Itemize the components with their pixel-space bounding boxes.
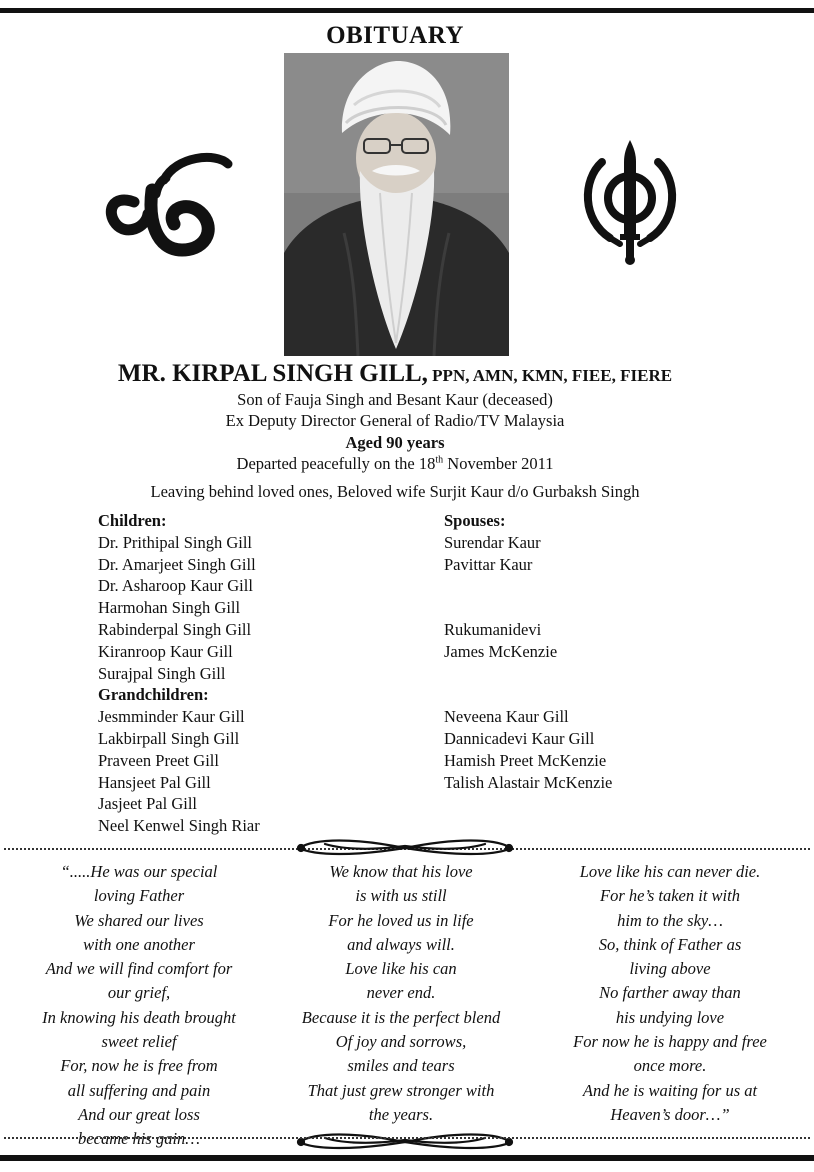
poem-line: him to the sky… [617,910,723,930]
deceased-honours: PPN, AMN, KMN, FIEE, FIERE [427,366,673,385]
poem-line: For, now he is free from [60,1056,218,1076]
family-spacer [444,575,774,597]
poem-line: smiles and tears [347,1056,455,1076]
poem-line: Love like his can [345,959,457,979]
poem-line: Because it is the perfect blend [301,1007,501,1027]
family-member: Kiranroop Kaur Gill [98,641,233,661]
poem-line: And our great loss [78,1104,200,1124]
family-member: Hansjeet Pal Gill [98,772,211,792]
deceased-name [0,360,790,388]
poem-column-3 [540,860,800,1127]
poem-line: Heaven’s door…” [610,1104,730,1124]
scroll-ornament-icon [295,1130,515,1152]
family-member: Rukumanidevi [444,619,542,639]
khanda-symbol-icon [580,140,680,265]
poem-line: became his gain… [78,1129,200,1149]
departed-suffix: November 2011 [443,454,554,473]
family-spacer [444,597,774,619]
poem-line: “.....He was our special [60,862,218,881]
poem-line: our grief, [107,983,171,1003]
poem-line: And we will find comfort for [45,959,233,979]
dotted-divider-bottom [4,1137,810,1139]
poem-line: For he’s taken it with [600,886,740,906]
family-list-right [444,510,774,793]
family-member: Harmohan Singh Gill [98,598,241,618]
family-member: Jesmminder Kaur Gill [98,707,245,727]
deceased-full-name: MR. KIRPAL SINGH GILL, [117,360,428,387]
age-line: Aged 90 years [345,433,445,452]
poem-line: We know that his love [329,862,473,881]
poem-line: living above [629,959,711,979]
poem-line: is with us still [355,886,447,906]
family-member: Surajpal Singh Gill [98,663,226,683]
poem-line: For now he is happy and free [573,1032,767,1052]
poem-line: No farther away than [599,983,741,1003]
poem-line: and always will. [347,934,455,954]
poem-line: In knowing his death brought [42,1007,236,1027]
scroll-ornament-icon [295,836,515,858]
page-title: OBITUARY [326,22,464,49]
poem-line: once more. [633,1056,707,1076]
family-spacer [444,663,774,685]
poem-line: loving Father [93,886,185,906]
family-member: James McKenzie [444,641,558,661]
top-border-rule [0,8,814,13]
grandchildren-heading: Grandchildren: [98,685,209,705]
poem-line: never end. [366,983,436,1003]
family-member: Dr. Amarjeet Singh Gill [98,554,256,574]
poem-line: with one another [83,934,195,954]
spouses-heading: Spouses: [444,511,506,530]
leaving-behind-line: Leaving behind loved ones, Beloved wife Surjit Kaur d/o Gurbaksh Singh [150,482,640,501]
family-member: Rabinderpal Singh Gill [98,619,252,639]
departed-line [0,454,790,474]
poem-line: the years. [368,1104,434,1124]
poem-line: sweet relief [101,1032,177,1052]
poem-line: That just grew stronger with [307,1080,495,1100]
family-member: Praveen Preet Gill [98,750,219,770]
departed-ordinal: th [435,454,444,466]
poem-line: For he loved us in life [328,910,474,930]
poem-line: Love like his can never die. [579,862,761,881]
family-spacer [444,684,774,706]
family-member: Hamish Preet McKenzie [444,750,607,770]
family-member: Neel Kenwel Singh Riar [98,816,260,836]
poem-line: We shared our lives [74,910,204,930]
poem-column-1 [14,860,264,1152]
ik-onkar-symbol-icon [104,150,236,260]
poem-line: Of joy and sorrows, [335,1032,467,1052]
family-member: Talish Alastair McKenzie [444,772,613,792]
family-member: Surendar Kaur [444,532,541,552]
family-member: Dannicadevi Kaur Gill [444,728,595,748]
children-heading: Children: [98,511,167,530]
portrait-photo [284,53,509,356]
family-member: Lakbirpall Singh Gill [98,728,240,748]
poem-line: So, think of Father as [598,934,742,954]
poem-column-2 [276,860,526,1127]
poem-line: his undying love [615,1007,725,1027]
family-list-left [98,510,418,837]
family-member: Pavittar Kaur [444,554,533,574]
bottom-border-rule [0,1155,814,1161]
family-member: Neveena Kaur Gill [444,707,569,727]
parents-line: Son of Fauja Singh and Besant Kaur (deceased) [237,390,553,409]
poem-line: all suffering and pain [67,1080,211,1100]
family-member: Dr. Asharoop Kaur Gill [98,576,253,596]
family-member: Dr. Prithipal Singh Gill [98,532,253,552]
position-line: Ex Deputy Director General of Radio/TV Malaysia [225,411,565,430]
poem-line: And he is waiting for us at [582,1080,758,1100]
family-member: Jasjeet Pal Gill [98,794,197,814]
portrait-image [284,53,509,356]
departed-prefix: Departed peacefully on the 18 [236,454,436,473]
